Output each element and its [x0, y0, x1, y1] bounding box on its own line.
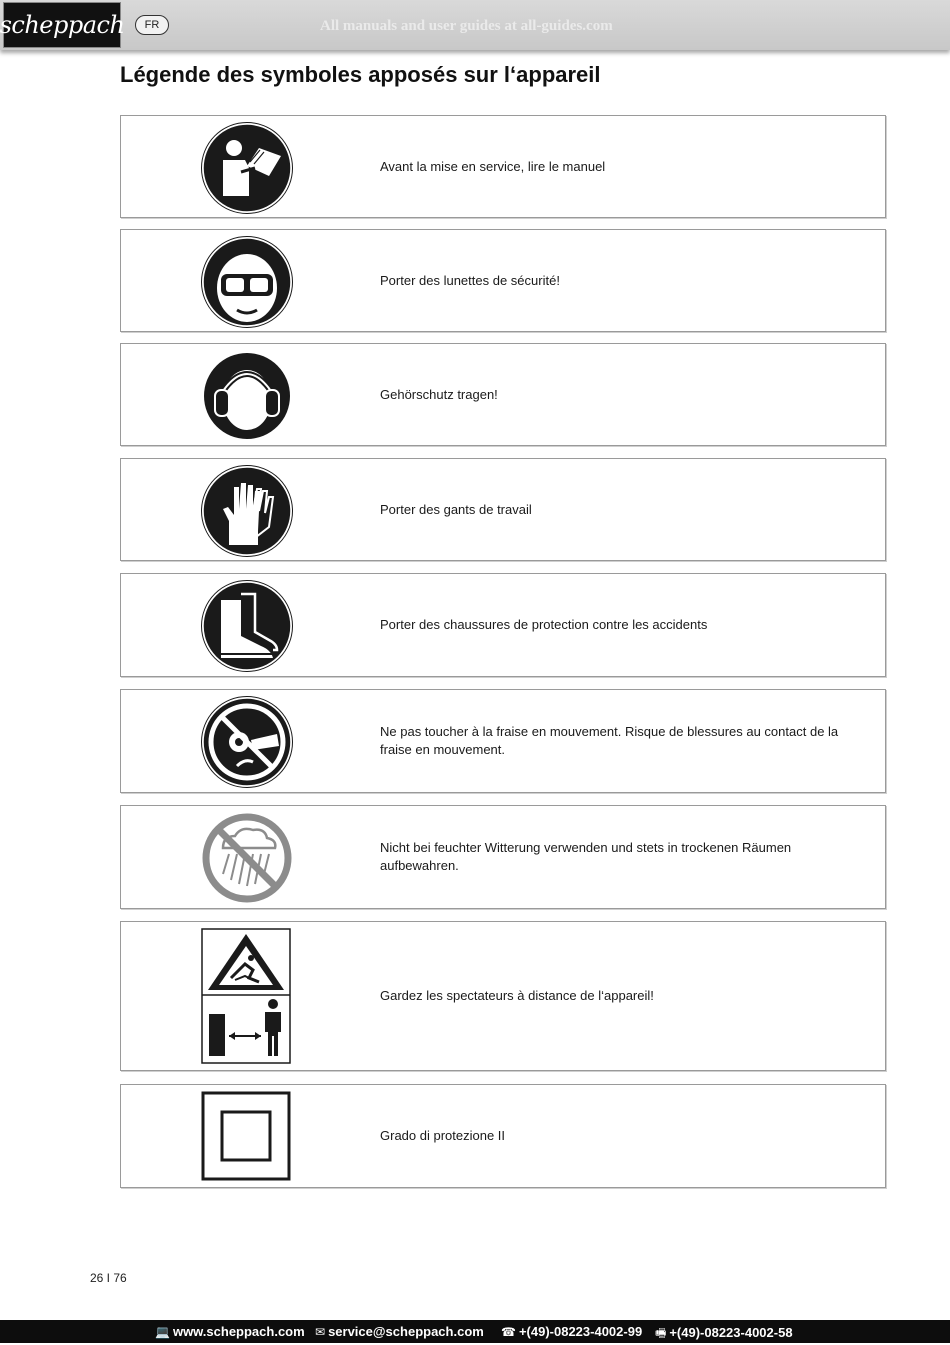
- page-header: [0, 0, 950, 50]
- fax-icon: 🖷: [655, 1326, 667, 1340]
- phone-icon: ☎: [501, 1325, 516, 1339]
- symbol-row-read-manual: [120, 115, 886, 218]
- symbol-row-ear-protection: [120, 343, 886, 446]
- symbol-description: Gehörschutz tragen!: [380, 386, 498, 402]
- footer-website[interactable]: [155, 1324, 305, 1339]
- symbol-description: Grado di protezione II: [380, 1128, 506, 1143]
- no-touch-cutter-icon: [201, 696, 293, 788]
- page-number: 26 I 76: [90, 1271, 127, 1285]
- email-text: service@scheppach.com: [328, 1324, 484, 1339]
- symbol-row-keep-bystanders-away: [120, 921, 886, 1071]
- no-rain-icon: [201, 812, 293, 904]
- read-manual-icon: [201, 122, 293, 214]
- symbol-row-protection-class-ii: [120, 1084, 886, 1188]
- page-footer: [0, 1320, 950, 1343]
- website-text: www.scheppach.com: [172, 1324, 305, 1339]
- symbol-description: Porter des gants de travail: [380, 501, 532, 517]
- symbol-row-no-touch-cutter: [120, 689, 886, 793]
- gloves-icon: [201, 465, 293, 557]
- symbol-row-safety-boots: [120, 573, 886, 677]
- symbol-description: Porter des lunettes de sécurité!: [380, 272, 560, 288]
- symbol-row-safety-glasses: [120, 229, 886, 332]
- logo-text: scheppach: [0, 11, 125, 39]
- symbol-description: Ne pas toucher à la fraise en mouvement. Risque de blessures au contact de la fraise en mouvement.: [380, 724, 839, 757]
- symbol-description: Gardez les spectateurs à distance de l‘appareil!: [380, 988, 654, 1003]
- safety-boots-icon: [201, 580, 293, 672]
- footer-phone: [501, 1324, 642, 1339]
- symbol-row-no-rain: [120, 805, 886, 909]
- symbol-row-gloves: [120, 458, 886, 561]
- symbol-description: Porter des chaussures de protection contre les accidents: [380, 617, 708, 632]
- symbol-description: Avant la mise en service, lire le manuel: [380, 158, 606, 174]
- computer-icon: 💻: [155, 1325, 170, 1339]
- keep-bystanders-away-icon: [201, 928, 291, 1064]
- mail-icon: ✉: [315, 1325, 326, 1339]
- phone-text: +(49)-08223-4002-99: [518, 1324, 643, 1339]
- watermark-text: All manuals and user guides at all-guides.com: [320, 18, 613, 34]
- safety-glasses-icon: [201, 236, 293, 328]
- fax-text: +(49)-08223-4002-58: [669, 1325, 793, 1340]
- footer-email[interactable]: [315, 1324, 484, 1339]
- footer-fax: [655, 1324, 793, 1345]
- page-title: Légende des symboles apposés sur l‘appareil: [120, 62, 601, 87]
- scheppach-logo: [0, 2, 125, 48]
- language-badge: FR: [135, 15, 169, 35]
- symbol-description: Nicht bei feuchter Witterung verwenden und stets in trockenen Räumen aufbewahren.: [380, 840, 792, 873]
- ear-protection-icon: [201, 350, 293, 442]
- protection-class-ii-icon: [201, 1091, 291, 1181]
